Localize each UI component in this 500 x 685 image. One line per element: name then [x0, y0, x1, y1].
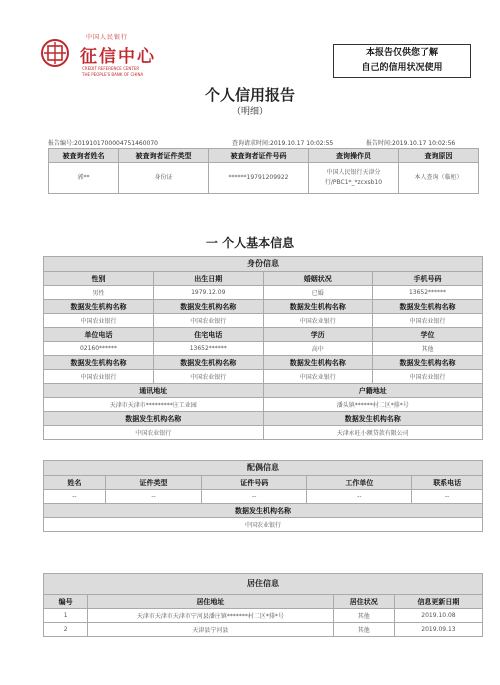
org-value: 中国农业银行 [373, 370, 483, 384]
identity-value-marital: 已婚 [263, 286, 373, 300]
residence-info-panel [43, 573, 483, 637]
notice-line-1: 本报告仅供您了解 [365, 48, 438, 58]
table-row [44, 623, 482, 637]
identity-header-work-phone: 单位电话 [44, 328, 154, 342]
query-header-operator: 查询操作员 [309, 149, 399, 163]
report-title: 个人信用报告 [204, 86, 295, 104]
org-header: 数据发生机构名称 [263, 412, 482, 426]
org-value: 中国农业银行 [154, 314, 264, 328]
org-header: 数据发生机构名称 [44, 412, 263, 426]
identity-header-home-phone: 住宅电话 [154, 328, 264, 342]
spouse-header-name: 姓名 [44, 476, 105, 490]
spouse-value-id-type: -- [105, 490, 201, 504]
spouse-value-id-number: -- [202, 490, 307, 504]
residence-row1-address: 天津市天津市天津市宁河县潘庄镇*******村二区*排*号 [88, 609, 333, 623]
org-value: 中国农业银行 [154, 370, 264, 384]
address-org-value: 中国农业银行 [44, 426, 263, 440]
identity-value-home-phone: 13652****** [154, 342, 264, 356]
org-header: 数据发生机构名称 [44, 504, 482, 518]
spouse-header-employer: 工作单位 [307, 476, 412, 490]
identity-table [44, 272, 482, 439]
identity-value-household-address: 潘头镇******村二区*排*号 [263, 398, 482, 412]
residence-table [44, 595, 482, 636]
org-header: 数据发生机构名称 [373, 300, 483, 314]
identity-info-panel [43, 256, 483, 440]
address-org-value: 天津永旺小额贷款有限公司 [336, 430, 409, 437]
identity-value-work-phone: 02160****** [44, 342, 154, 356]
query-value-name: 郭** [49, 163, 119, 194]
query-header-id-type: 被查询者证件类型 [119, 149, 209, 163]
spouse-value-name: -- [44, 490, 105, 504]
org-header: 数据发生机构名称 [154, 300, 264, 314]
spouse-table [44, 476, 482, 531]
org-value: 中国农业银行 [263, 370, 373, 384]
logo-english-line1: CREDIT REFERENCE CENTER [82, 66, 140, 71]
org-header: 数据发生机构名称 [44, 300, 154, 314]
usage-notice-box [333, 44, 471, 78]
residence-row1-status: 其他 [333, 609, 394, 623]
org-value: 中国农业银行 [373, 314, 483, 328]
report-number: 报告编号:2019101700004751460070 [48, 140, 159, 147]
identity-header-degree: 学位 [373, 328, 483, 342]
logo-top-text: 中国人民银行 [86, 34, 129, 41]
query-info-table [48, 148, 479, 194]
identity-panel-title: 身份信息 [44, 257, 482, 272]
spouse-info-panel [43, 460, 483, 532]
query-value-id-type: 身份证 [119, 163, 209, 194]
residence-header-updated: 信息更新日期 [394, 595, 482, 609]
residence-header-no: 编号 [44, 595, 88, 609]
identity-value-birthdate: 1979.12.09 [154, 286, 264, 300]
query-value-id-number: ******19791209922 [209, 163, 309, 194]
residence-header-address: 居住地址 [88, 595, 333, 609]
identity-header-mailing-address: 通讯地址 [44, 384, 263, 398]
identity-header-gender: 性别 [44, 272, 154, 286]
identity-header-marital: 婚姻状况 [263, 272, 373, 286]
org-header: 数据发生机构名称 [44, 356, 154, 370]
residence-panel-title: 居住信息 [44, 574, 482, 595]
spouse-value-phone: -- [412, 490, 482, 504]
section-basic-info-title: 一 个人基本信息 [205, 236, 295, 250]
org-header: 数据发生机构名称 [154, 356, 264, 370]
identity-value-gender: 男性 [44, 286, 154, 300]
table-row [44, 609, 482, 623]
identity-header-mobile: 手机号码 [373, 272, 483, 286]
residence-row2-no: 2 [44, 623, 88, 637]
spouse-panel-title: 配偶信息 [44, 461, 482, 476]
query-header-reason: 查询原因 [399, 149, 479, 163]
spouse-header-id-type: 证件类型 [105, 476, 201, 490]
report-time: 报告时间:2019.10.17 10:02:56 [366, 140, 456, 147]
identity-header-household-address: 户籍地址 [263, 384, 482, 398]
spouse-header-phone: 联系电话 [412, 476, 482, 490]
org-value: 中国农业银行 [244, 522, 281, 529]
identity-value-degree: 其他 [373, 342, 483, 356]
org-header: 数据发生机构名称 [263, 356, 373, 370]
identity-header-birthdate: 出生日期 [154, 272, 264, 286]
identity-value-education: 高中 [263, 342, 373, 356]
residence-row1-updated: 2019.10.08 [394, 609, 482, 623]
logo-english-line2: THE PEOPLE'S BANK OF CHINA [82, 72, 144, 77]
org-value: 中国农业银行 [44, 314, 154, 328]
identity-value-mobile: 13652****** [373, 286, 483, 300]
query-value-operator: 中国人民银行天津分行/PBC1*_*zcxsb10 [309, 163, 399, 194]
identity-value-mailing-address: 天津市天津市*********庄工业园 [44, 398, 263, 412]
spouse-header-id-number: 证件号码 [202, 476, 307, 490]
report-subtitle: （明细） [231, 107, 268, 117]
org-value: 中国农业银行 [263, 314, 373, 328]
query-value-reason: 本人查询（临柜） [399, 163, 479, 194]
residence-header-status: 居住状况 [333, 595, 394, 609]
identity-header-education: 学历 [263, 328, 373, 342]
residence-row2-updated: 2019.09.13 [421, 626, 456, 633]
org-value: 中国农业银行 [44, 370, 154, 384]
spouse-value-employer: -- [307, 490, 412, 504]
notice-line-2: 自己的信用状况使用 [361, 63, 443, 73]
org-header: 数据发生机构名称 [373, 356, 483, 370]
residence-row2-address: 天津县宁河县 [88, 623, 333, 637]
credit-seal-icon [40, 38, 70, 68]
org-header: 数据发生机构名称 [263, 300, 373, 314]
query-header-id-number: 被查询者证件号码 [209, 149, 309, 163]
query-header-name: 被查询者姓名 [49, 149, 119, 163]
residence-row2-status: 其他 [333, 623, 394, 637]
residence-row1-no: 1 [44, 609, 88, 623]
credit-center-logo [40, 32, 170, 80]
logo-name: 征信中心 [80, 47, 156, 67]
request-time: 查询请求时间:2019.10.17 10:02:55 [232, 140, 334, 147]
